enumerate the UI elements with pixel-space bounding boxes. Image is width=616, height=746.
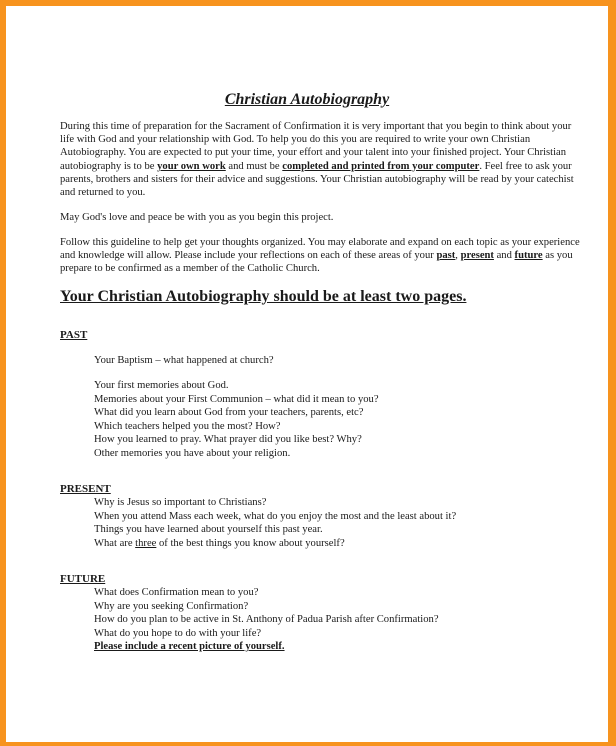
list-item-text: What are [94,537,136,549]
list-item: Why is Jesus so important to Christians? [94,497,267,508]
intro-text: During this time of preparation for the Sacrament of Confirmation it is very important that you begin to think about your life with God and your relationship with God. To help you do this you are required to write your own Christian Autobiography. You are expected to put your time, your effort and your talent into your finished project. Your Christian autobiography is to be [60,121,572,172]
section-heading-future: FUTURE [60,573,106,585]
list-item: Your Baptism – what happened at church? [94,355,274,366]
section-heading-present: PRESENT [60,483,111,495]
guideline-paragraph [60,236,580,276]
list-item [94,537,594,551]
future-emphasis: future [514,250,543,262]
guideline-text: and [493,250,515,262]
own-work-emphasis: your own work [157,160,226,172]
computer-emphasis: completed and printed from your computer [282,160,480,172]
intro-paragraph [60,120,580,199]
document-title: Christian Autobiography [224,91,390,108]
list-item: What do you hope to do with your life? [94,627,262,639]
list-item: How you learned to pray. What prayer did you like best? Why? [94,434,362,446]
document-page [6,6,608,742]
section-heading-past: PAST [60,329,88,341]
length-heading: Your Christian Autobiography should be at least two pages. [60,288,467,305]
intro-text: and must be [225,160,283,172]
list-item: Your first memories about God. [94,380,229,391]
guideline-text: Follow this guideline to help get your thoughts organized. You may elaborate and expand on each topic as your experience and knowledge will allow. Please include your reflections on each of these areas of your [60,237,580,262]
blessing-paragraph: May God's love and peace be with you as you begin this project. [60,212,334,223]
intro-text: . Feel free to ask your parents, brothers and sisters for their advice and suggestions. Your Christian autobiography will be read by your catechist and returned to you. [60,160,574,199]
list-item: Why are you seeking Confirmation? [94,600,249,612]
past-emphasis: past [436,250,456,262]
list-item-text: of the best things you know about yourself? [156,537,345,549]
list-item: How do you plan to be active in St. Anthony of Padua Parish after Confirmation? [94,614,439,626]
list-item: Things you have learned about yourself this past year. [94,524,323,536]
present-emphasis: present [460,250,494,262]
list-item: What does Confirmation mean to you? [94,587,259,598]
past-first-list [94,354,594,368]
list-item: Other memories you have about your religion. [94,447,291,459]
guideline-text: , [455,250,461,262]
guideline-text: as you prepare to be confirmed as a member of the Catholic Church. [60,250,573,275]
picture-instruction: Please include a recent picture of yourself. [94,641,285,653]
list-item: Memories about your First Communion – what did it mean to you? [94,393,379,405]
present-list [94,496,594,550]
three-emphasis: three [135,537,157,549]
past-list [94,379,594,461]
list-item: When you attend Mass each week, what do you enjoy the most and the least about it? [94,510,457,522]
list-item: Which teachers helped you the most? How? [94,420,281,432]
future-list [94,586,594,654]
list-item: What did you learn about God from your teachers, parents, etc? [94,407,364,419]
